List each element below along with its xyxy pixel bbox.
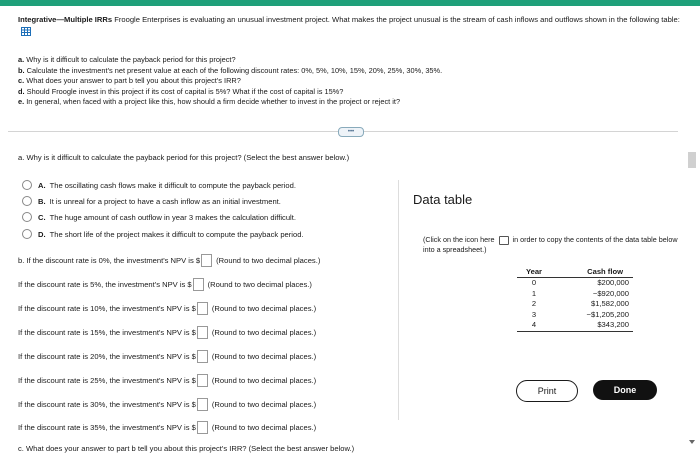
npv-input[interactable] (193, 278, 204, 291)
radio-button[interactable] (22, 229, 32, 239)
problem-text: Froogle Enterprises is evaluating an unusual investment project. What makes the project unusual is the stream of cash inflows and outflows shown in the following table: (114, 15, 680, 24)
option-c[interactable]: C. The huge amount of cash outflow in year 3 makes the calculation difficult. (22, 212, 296, 222)
print-button[interactable]: Print (516, 380, 578, 402)
question-item: a. Why is it difficult to calculate the payback period for this project? (18, 55, 236, 64)
problem-title: Integrative—Multiple IRRs (18, 15, 113, 24)
option-d[interactable]: D. The short life of the project makes it difficult to compute the payback period. (22, 229, 304, 239)
npv-row-20: If the discount rate is 20%, the investment's NPV is $ (Round to two decimal places.) (18, 352, 317, 361)
npv-input[interactable] (197, 326, 208, 339)
part-a-prompt: a. Why is it difficult to calculate the payback period for this project? (Select the best answer below.) (18, 153, 350, 162)
popup-instruction: (Click on the icon here in order to copy the contents of the data table below into a spreadsheet.) (423, 235, 678, 254)
data-table-popup (398, 180, 700, 420)
scroll-down-arrow-icon[interactable] (689, 440, 695, 444)
expand-more-button[interactable]: ••• (338, 127, 364, 137)
radio-button[interactable] (22, 180, 32, 190)
table-row: 4 $343,200 (517, 320, 633, 331)
npv-row-10: If the discount rate is 10%, the investment's NPV is $ (Round to two decimal places.) (18, 304, 317, 313)
question-item: d. Should Froogle invest in this project if its cost of capital is 5%? What if the cost of capital is 15%? (18, 86, 344, 96)
table-row: 3 −$1,205,200 (531, 309, 629, 319)
npv-row-30: If the discount rate is 30%, the investment's NPV is $ (Round to two decimal places.) (18, 400, 317, 409)
table-row: 0 $200,000 (531, 278, 629, 287)
table-row: 2 $1,582,000 (531, 299, 629, 308)
scrollbar-thumb[interactable] (688, 152, 696, 168)
data-table-icon[interactable] (21, 27, 31, 36)
npv-row-15: If the discount rate is 15%, the investment's NPV is $ (Round to two decimal places.) (18, 328, 317, 337)
option-b[interactable]: B. It is unreal for a project to have a cash inflow as an initial investment. (22, 196, 281, 206)
radio-button[interactable] (22, 196, 32, 206)
question-item: b. Calculate the investment's net present value at each of the following discount rates: 0%, 5%, 10%, 15%, 20%, 25%, 30%, 35%. (18, 65, 443, 75)
npv-input[interactable] (197, 302, 208, 315)
cash-flow-table (517, 266, 633, 332)
npv-input[interactable] (197, 374, 208, 387)
top-accent-bar (0, 0, 700, 6)
npv-row-0: b. If the discount rate is 0%, the investment's NPV is $ (Round to two decimal places.) (18, 256, 321, 265)
npv-input[interactable] (197, 398, 208, 411)
npv-input[interactable] (201, 254, 212, 267)
copy-icon[interactable] (499, 236, 509, 245)
part-c-prompt: c. What does your answer to part b tell you about this project's IRR? (Select the best answer below.) (18, 444, 355, 453)
npv-input[interactable] (197, 350, 208, 363)
npv-input[interactable] (197, 421, 208, 434)
problem-intro (18, 14, 690, 36)
option-a[interactable]: A. The oscillating cash flows make it difficult to compute the payback period. (22, 180, 296, 190)
question-list (18, 55, 618, 108)
cash-flow-header: Cash flow (551, 266, 633, 278)
radio-button[interactable] (22, 212, 32, 222)
done-button[interactable]: Done (593, 380, 657, 400)
question-item: e. In general, when faced with a project like this, how should a firm decide whether to invest in the project or reject it? (18, 97, 401, 107)
npv-row-5: If the discount rate is 5%, the investment's NPV is $ (Round to two decimal places.) (18, 280, 312, 289)
popup-title: Data table (413, 192, 473, 207)
npv-row-25: If the discount rate is 25%, the investment's NPV is $ (Round to two decimal places.) (18, 376, 317, 385)
question-item: c. What does your answer to part b tell you about this project's IRR? (18, 76, 241, 86)
year-header: Year (517, 266, 551, 278)
npv-row-35: If the discount rate is 35%, the investment's NPV is $ (Round to two decimal places.) (18, 423, 317, 432)
table-row: 1 −$920,000 (531, 288, 629, 298)
